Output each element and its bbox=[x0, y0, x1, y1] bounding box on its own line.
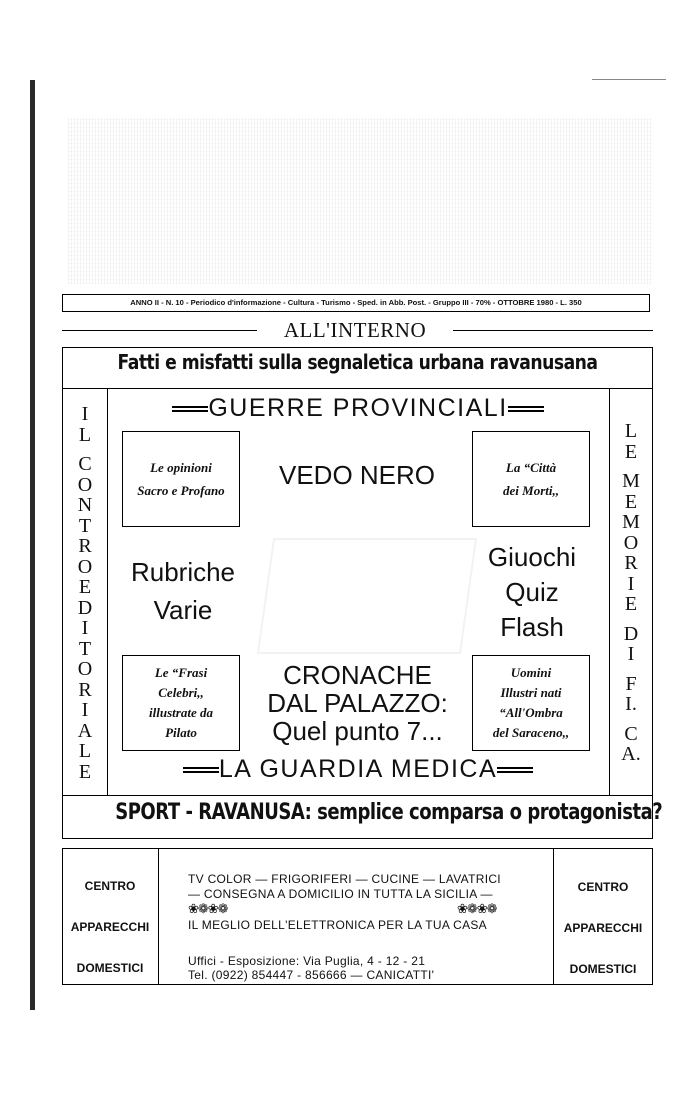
ad-left-label-1: CENTRO bbox=[84, 879, 136, 893]
ad-left-label-2: APPARECCHI bbox=[70, 920, 150, 934]
box-frasi-line3: illustrate da bbox=[149, 705, 213, 720]
faded-stamp bbox=[257, 538, 477, 654]
banner-dash-right bbox=[508, 406, 544, 412]
banner-guardia-medica[interactable] bbox=[118, 755, 598, 784]
issue-info-bar: ANNO II - N. 10 - Periodico d'informazione - Cultura - Turismo - Sped. in Abb. Post. - Gruppo III - 70% - OTTOBRE 1980 - L. 350 bbox=[62, 294, 650, 312]
right-vertical-letter: O bbox=[623, 531, 639, 554]
rubriche-line2: Varie bbox=[153, 595, 213, 625]
left-vertical-title[interactable] bbox=[70, 403, 100, 781]
left-vertical-letter: E bbox=[78, 576, 92, 598]
giuochi-line3: Flash bbox=[500, 612, 564, 642]
box-uomini-line1: Uomini bbox=[510, 665, 552, 680]
box-citta-morti[interactable] bbox=[472, 431, 590, 527]
right-vertical-letter: L bbox=[624, 420, 638, 442]
ad-right-label-2: APPARECCHI bbox=[563, 921, 643, 935]
left-vertical-letter: R bbox=[78, 535, 92, 557]
ad-line-phone: Tel. (0922) 854447 - 856666 — CANICATTI' bbox=[188, 968, 435, 982]
right-column-divider bbox=[609, 389, 610, 795]
right-vertical-letter: D bbox=[623, 622, 639, 645]
ad-right-label-3: DOMESTICI bbox=[569, 962, 637, 976]
faded-masthead bbox=[68, 118, 652, 284]
rubriche-varie[interactable] bbox=[118, 553, 248, 629]
cronache-dal-palazzo[interactable] bbox=[250, 661, 465, 745]
banner-guerre-provinciali[interactable] bbox=[118, 394, 598, 423]
right-vertical-title[interactable] bbox=[616, 420, 646, 764]
left-vertical-letter: I bbox=[81, 403, 89, 425]
left-vertical-letter: I bbox=[81, 699, 89, 721]
box-opinioni-line1: Le opinioni bbox=[150, 460, 212, 475]
box-opinioni[interactable] bbox=[122, 431, 240, 527]
ad-line-products: TV COLOR — FRIGORIFERI — CUCINE — LAVATRICI bbox=[188, 872, 501, 886]
box-frasi-celebri[interactable] bbox=[122, 655, 240, 751]
right-vertical-letter: E bbox=[624, 490, 638, 513]
giuochi-line2: Quiz bbox=[505, 577, 559, 607]
left-vertical-letter: L bbox=[78, 740, 92, 762]
box-opinioni-line2: Sacro e Profano bbox=[137, 483, 225, 498]
cronache-line2: DAL PALAZZO: bbox=[267, 688, 448, 718]
banner-bottom-text: LA GUARDIA MEDICA bbox=[218, 755, 498, 783]
box-frasi-line2: Celebri,, bbox=[158, 685, 204, 700]
section-rule-left bbox=[62, 330, 257, 331]
left-vertical-letter: C bbox=[78, 453, 92, 475]
ad-ornament-left: ❀❁❀❁ bbox=[188, 901, 228, 916]
left-vertical-letter: O bbox=[77, 473, 93, 496]
ad-right-label-1: CENTRO bbox=[577, 880, 629, 894]
left-column-divider bbox=[107, 389, 108, 795]
left-vertical-letter: L bbox=[78, 423, 92, 446]
cronache-line3: Quel punto 7... bbox=[272, 716, 443, 746]
right-vertical-letter: I bbox=[627, 572, 635, 595]
headline-bottom[interactable]: SPORT - RAVANUSA: semplice comparsa o protagonista? bbox=[115, 800, 663, 825]
box-uomini-illustri[interactable] bbox=[472, 655, 590, 751]
banner-top-text: GUERRE PROVINCIALI bbox=[208, 394, 508, 422]
banner-dash-left bbox=[172, 406, 208, 412]
right-vertical-letter: M bbox=[622, 470, 640, 492]
box-uomini-line4: del Saraceno,, bbox=[492, 725, 570, 740]
left-vertical-letter: A bbox=[77, 719, 93, 742]
ad-left-label-3: DOMESTICI bbox=[76, 961, 144, 975]
giuochi-quiz-flash[interactable] bbox=[470, 540, 594, 645]
ad-line-delivery: — CONSEGNA A DOMICILIO IN TUTTA LA SICILIA — bbox=[188, 887, 493, 901]
left-vertical-letter: T bbox=[78, 514, 92, 537]
right-vertical-letter: F bbox=[625, 672, 637, 695]
rubriche-line1: Rubriche bbox=[130, 557, 236, 587]
right-vertical-letter: M bbox=[622, 511, 640, 533]
right-vertical-letter: I. bbox=[625, 693, 637, 715]
left-vertical-letter: N bbox=[77, 494, 93, 516]
right-vertical-letter: C bbox=[624, 722, 638, 745]
right-vertical-letter: R bbox=[624, 552, 638, 574]
left-vertical-letter: D bbox=[77, 596, 93, 619]
box-citta-line1: La “Città bbox=[505, 460, 557, 475]
cronache-line1: CRONACHE bbox=[283, 660, 432, 690]
ad-divider-left bbox=[158, 848, 159, 985]
left-vertical-letter: R bbox=[78, 678, 92, 701]
box-uomini-line2: Illustri nati bbox=[500, 685, 562, 700]
right-vertical-letter: E bbox=[624, 593, 638, 615]
right-vertical-letter: A. bbox=[621, 743, 641, 765]
headline-top[interactable]: Fatti e misfatti sulla segnaletica urbana ravanusana bbox=[117, 350, 598, 374]
left-vertical-letter: O bbox=[77, 658, 93, 680]
box-citta-line2: dei Morti,, bbox=[503, 483, 559, 498]
box-frasi-line4: Pilato bbox=[165, 725, 197, 740]
banner2-dash-left bbox=[183, 767, 219, 773]
ad-ornament-right: ❀❁❀❁ bbox=[457, 901, 497, 916]
right-vertical-letter: E bbox=[624, 440, 638, 463]
page-spine-shadow bbox=[30, 80, 35, 1010]
ad-line-address: Uffici - Esposizione: Via Puglia, 4 - 12 - 21 bbox=[188, 954, 426, 968]
left-vertical-letter: I bbox=[81, 617, 89, 639]
section-rule-right bbox=[453, 330, 653, 331]
left-vertical-letter: O bbox=[77, 555, 93, 578]
vedo-nero[interactable]: VEDO NERO bbox=[278, 460, 436, 490]
left-vertical-letter: T bbox=[78, 637, 92, 660]
right-vertical-letter: I bbox=[627, 643, 635, 665]
section-title: ALL'INTERNO bbox=[283, 318, 427, 342]
ad-line-slogan: IL MEGLIO DELL'ELETTRONICA PER LA TUA CASA bbox=[188, 918, 487, 932]
top-rule bbox=[592, 79, 666, 80]
banner2-dash-right bbox=[497, 767, 533, 773]
box-uomini-line3: “All'Ombra bbox=[499, 705, 563, 720]
giuochi-line1: Giuochi bbox=[487, 542, 577, 572]
left-vertical-letter: E bbox=[78, 760, 92, 783]
box-frasi-line1: Le “Frasi bbox=[154, 665, 208, 680]
